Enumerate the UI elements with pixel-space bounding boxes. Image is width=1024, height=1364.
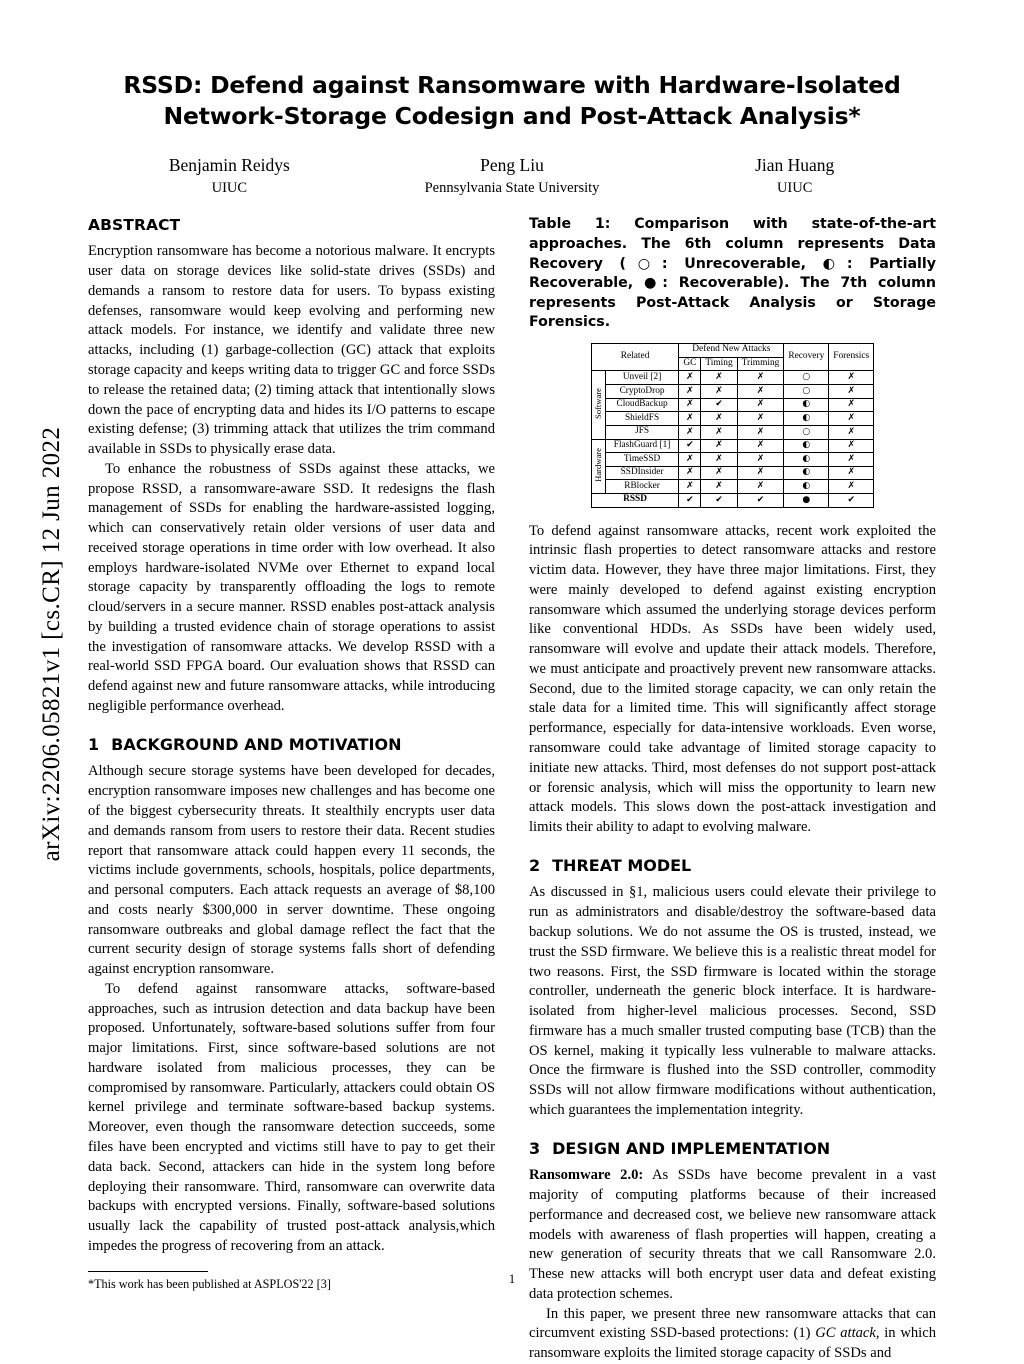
abstract-paragraph: To enhance the robustness of SSDs against these attacks, we propose RSSD, a ransomware-aware SSD. It redesigns the flash management of SSDs for enabling the hardware-assisted logging, which can conservatively retain older versions of user data and received storage operations in time order with low overhead. It also employs hardware-isolated NVMe over Ethernet to expand local storage capacity by transparently offloading the logs to remote cloud/servers in a secure manner. RSSD enables post-attack analysis by building a trusted evidence chain of storage operations to assist the investigation of ransomware attacks. We develop RSSD with a real-world SSD FPGA board. Our evaluation shows that RSSD can defend against new and future ransomware attacks, while introducing negligible performance overhead. <box>88 460 495 715</box>
table-group-label: Software <box>591 371 605 439</box>
table-cell-forensics: ✗ <box>829 466 874 480</box>
page-number: 1 <box>508 1272 516 1286</box>
table-cell-timing: ✗ <box>701 466 737 480</box>
table-cell-forensics: ✗ <box>829 385 874 399</box>
table-cell-forensics: ✔ <box>829 493 874 507</box>
table-cell-gc: ✗ <box>679 425 701 439</box>
section-3-paragraph: In this paper, we present three new ransomware attacks that can circumvent existing SSD-based protections: (1) GC attack, in which ransomware exploits the limited storage capacity of SSDs and <box>529 1305 936 1362</box>
author-name: Benjamin Reidys <box>168 155 290 176</box>
table-cell-forensics: ✗ <box>829 425 874 439</box>
table-cell-gc: ✗ <box>679 480 701 494</box>
section-3-number: 3 <box>529 1138 541 1158</box>
arxiv-stamp: arXiv:2206.05821v1 [cs.CR] 12 Jun 2022 <box>38 426 65 862</box>
author-list <box>88 154 936 199</box>
table-header-cell: Defend New Attacks <box>679 343 784 357</box>
table-cell-trimming: ✗ <box>737 371 784 385</box>
paper-content <box>88 70 936 1364</box>
section-3-title: DESIGN AND IMPLEMENTATION <box>552 1138 831 1158</box>
table-cell-name: CloudBackup <box>605 398 679 412</box>
table-cell-forensics: ✗ <box>829 453 874 467</box>
table-cell-gc: ✗ <box>679 385 701 399</box>
comparison-table <box>591 343 874 508</box>
table-header-cell: GC <box>679 357 701 371</box>
author-2 <box>653 154 936 199</box>
table-header-row <box>591 343 873 357</box>
table-cell-name: CryptoDrop <box>605 385 679 399</box>
table-row <box>591 425 873 439</box>
table-cell-timing: ✗ <box>701 371 737 385</box>
left-column <box>88 215 495 1364</box>
table-cell-gc: ✔ <box>679 493 701 507</box>
table-cell-forensics: ✗ <box>829 439 874 453</box>
author-name: Jian Huang <box>755 155 835 176</box>
abstract-paragraph: Encryption ransomware has become a notorious malware. It encrypts user data on storage devices like solid-state drives (SSDs) and demands a ransom to restore data for users. To bypass existing defenses, ransomware would keep evolving and performing new attack models. For instance, we identify and validate three new attacks, including (1) garbage-collection (GC) attack that exploits storage capacity and keeps writing data to trigger GC and force SSDs to release the retained data; (2) timing attack that intentionally slows down the pace of encrypting data and hides its I/O patterns to escape existing defense; (3) trimming attack that utilizes the trim command available in SSDs to physically erase data. <box>88 243 495 458</box>
table-cell-forensics: ✗ <box>829 412 874 426</box>
table-header-cell: Trimming <box>737 357 784 371</box>
italic-term: GC attack <box>815 1325 876 1342</box>
table-group-label: Hardware <box>591 439 605 493</box>
table-cell-recovery: ◐ <box>784 480 829 494</box>
right-intro-paragraph: To defend against ransomware attacks, recent work exploited the intrinsic flash properties to detect ransomware attacks and restore victim data. However, they have three major limitations. First, they were mainly developed to defend against existing encryption ransomware which assumed the underlying storage devices perform like conventional HDDs. As SSDs have been widely used, ransomware will evolve and update their attack models. Therefore, we must anticipate and proactively prevent new ransomware attacks. Second, due to the limited storage capacity, we can only retain the stale data for a limited time. This will significantly affect storage performance, especially for data-intensive workloads. Even worse, ransomware could take advantage of limited storage capacity to initiate new attacks. Third, most defenses do not support post-attack or forensic analysis, which will miss the opportunity to learn new attack models. This slows down the post-attack investigation and limits their ability to adapt to evolving malware. <box>529 522 936 836</box>
section-1-title: BACKGROUND AND MOTIVATION <box>111 734 402 754</box>
two-column-body <box>88 215 936 1364</box>
section-1-heading <box>88 734 495 756</box>
table-cell-timing: ✗ <box>701 412 737 426</box>
table-cell-recovery: ○ <box>784 385 829 399</box>
table-cell-gc: ✗ <box>679 398 701 412</box>
footnote: *This work has been published at ASPLOS'22 [3] <box>88 1276 331 1291</box>
author-affiliation: UIUC <box>211 179 248 196</box>
table-cell-gc: ✗ <box>679 466 701 480</box>
section-1-paragraph: Although secure storage systems have been developed for decades, encryption ransomware imposes new challenges and has become one of the biggest cybersecurity threats. It stealthily encrypts user data and demands ransom from users to restore their data. Recent studies report that ransomware attack could happen every 11 seconds, the victims include governments, schools, hospitals, police departments, and personal computers. Each attack requests an average of $8,100 and costs nearly $300,000 in server downtime. These ongoing ransomware outbreaks and global damage reflect the fact that the current security design of storage systems falls short of defending against encryption ransomware. <box>88 763 495 978</box>
table-cell-timing: ✗ <box>701 453 737 467</box>
table-cell-forensics: ✗ <box>829 480 874 494</box>
comparison-table-wrapper <box>529 343 936 508</box>
table-row <box>591 453 873 467</box>
section-1-number: 1 <box>88 734 100 754</box>
table-cell-recovery: ◐ <box>784 453 829 467</box>
table-cell-gc: ✗ <box>679 453 701 467</box>
table-cell-name: RBlocker <box>605 480 679 494</box>
table-cell-forensics: ✗ <box>829 371 874 385</box>
table-cell-timing: ✗ <box>701 439 737 453</box>
table-row <box>591 439 873 453</box>
table-cell-name: RSSD <box>591 493 679 507</box>
author-affiliation: UIUC <box>776 179 813 196</box>
page-title: RSSD: Defend against Ransomware with Hardware-Isolated Network-Storage Codesign and Post-Attack Analysis* <box>123 71 901 131</box>
table-cell-trimming: ✗ <box>737 398 784 412</box>
table-cell-trimming: ✗ <box>737 480 784 494</box>
table-cell-timing: ✗ <box>701 480 737 494</box>
table-cell-trimming: ✗ <box>737 425 784 439</box>
table-row <box>591 398 873 412</box>
table-cell-gc: ✔ <box>679 439 701 453</box>
table-cell-gc: ✗ <box>679 371 701 385</box>
table-cell-name: SSDInsider <box>605 466 679 480</box>
table-cell-trimming: ✗ <box>737 466 784 480</box>
table-row <box>591 412 873 426</box>
table-row <box>591 371 873 385</box>
table-row <box>591 480 873 494</box>
abstract-body <box>88 242 495 716</box>
table-header-cell: Timing <box>701 357 737 371</box>
table-cell-recovery: ● <box>784 493 829 507</box>
table-caption: Table 1: Comparison with state-of-the-art approaches. The 6th column represents Data Recovery (○: Unrecoverable, ◐: Partially Recoverable, ●: Recoverable). The 7th column represents Post-Attack Analysis or Storage Forensics. <box>529 216 936 331</box>
table-cell-name: ShieldFS <box>605 412 679 426</box>
section-2-title: THREAT MODEL <box>552 855 692 875</box>
table-row <box>591 385 873 399</box>
table-cell-recovery: ◐ <box>784 412 829 426</box>
table-cell-name: JFS <box>605 425 679 439</box>
abstract-heading: ABSTRACT <box>88 216 181 235</box>
table-cell-trimming: ✗ <box>737 453 784 467</box>
section-3-paragraph: Ransomware 2.0: As SSDs have become prevalent in a vast majority of computing platforms because of their increased performance and decreased cost, we believe new ransomware attack models with awareness of flash properties will happen, creating a new generation of security threats that we call Ransomware 2.0. These new attacks will both encrypt user data and defeat existing data protection schemes. <box>529 1167 936 1302</box>
table-header-cell: Forensics <box>829 343 874 371</box>
table-header-cell: Related <box>591 343 679 371</box>
table-cell-gc: ✗ <box>679 412 701 426</box>
author-affiliation: Pennsylvania State University <box>424 179 600 196</box>
table-cell-name: FlashGuard [1] <box>605 439 679 453</box>
section-3-heading <box>529 1138 936 1160</box>
table-cell-timing: ✔ <box>701 398 737 412</box>
table-row-final <box>591 493 873 507</box>
section-2-paragraph: As discussed in §1, malicious users could elevate their privilege to run as administrators and disable/destroy the software-based data backup solutions. We do not assume the OS is trusted, instead, we trust the SSD firmware. We believe this is a realistic threat model for two reasons. First, the SSD firmware is located within the storage controller, underneath the generic block interface. It is hardware-isolated from higher-level malicious processes. Second, SSD firmware has a much smaller trusted computing base (TCB) than the OS kernel, making it typically less vulnerable to malware attacks. Once the firmware is flushed into the SSD controller, commodity SSDs will not allow firmware modifications without authentication, which guarantees the implementation integrity. <box>529 884 936 1118</box>
section-2-heading <box>529 855 936 877</box>
table-cell-name: TimeSSD <box>605 453 679 467</box>
author-1 <box>371 154 654 199</box>
table-cell-trimming: ✗ <box>737 385 784 399</box>
table-cell-recovery: ◐ <box>784 439 829 453</box>
table-cell-timing: ✗ <box>701 425 737 439</box>
author-0 <box>88 154 371 199</box>
author-name: Peng Liu <box>480 155 544 176</box>
table-cell-timing: ✔ <box>701 493 737 507</box>
table-row <box>591 466 873 480</box>
table-cell-trimming: ✔ <box>737 493 784 507</box>
table-cell-recovery: ◐ <box>784 466 829 480</box>
table-cell-recovery: ○ <box>784 425 829 439</box>
right-column <box>529 215 936 1364</box>
table-cell-trimming: ✗ <box>737 439 784 453</box>
table-cell-forensics: ✗ <box>829 398 874 412</box>
table-cell-name: Unveil [2] <box>605 371 679 385</box>
table-cell-trimming: ✗ <box>737 412 784 426</box>
paragraph-lead-in: Ransomware 2.0: <box>529 1167 644 1184</box>
table-cell-timing: ✗ <box>701 385 737 399</box>
table-header-cell: Recovery <box>784 343 829 371</box>
table-cell-recovery: ○ <box>784 371 829 385</box>
section-2-number: 2 <box>529 855 541 875</box>
section-1-paragraph: To defend against ransomware attacks, software-based approaches, such as intrusion detection and data backup have been proposed. Unfortunately, software-based solutions suffer from four major limitations. First, since software-based solutions are not hardware isolated from malicious processes, they can be compromised by ransomware. Particularly, attackers could obtain OS kernel privilege and terminate software-based backup systems. Moreover, even though the ransomware detection succeeds, some files have been encrypted and victims still have to pay to get their data back. Second, attackers can hide in the system long before deploying their ransomware. Third, ransomware can overwrite data backups with encrypted versions. Finally, software-based solutions usually lack the capability of trusted post-attack analysis,which impedes the progress of recovering from an attack. <box>88 980 495 1254</box>
table-cell-recovery: ◐ <box>784 398 829 412</box>
